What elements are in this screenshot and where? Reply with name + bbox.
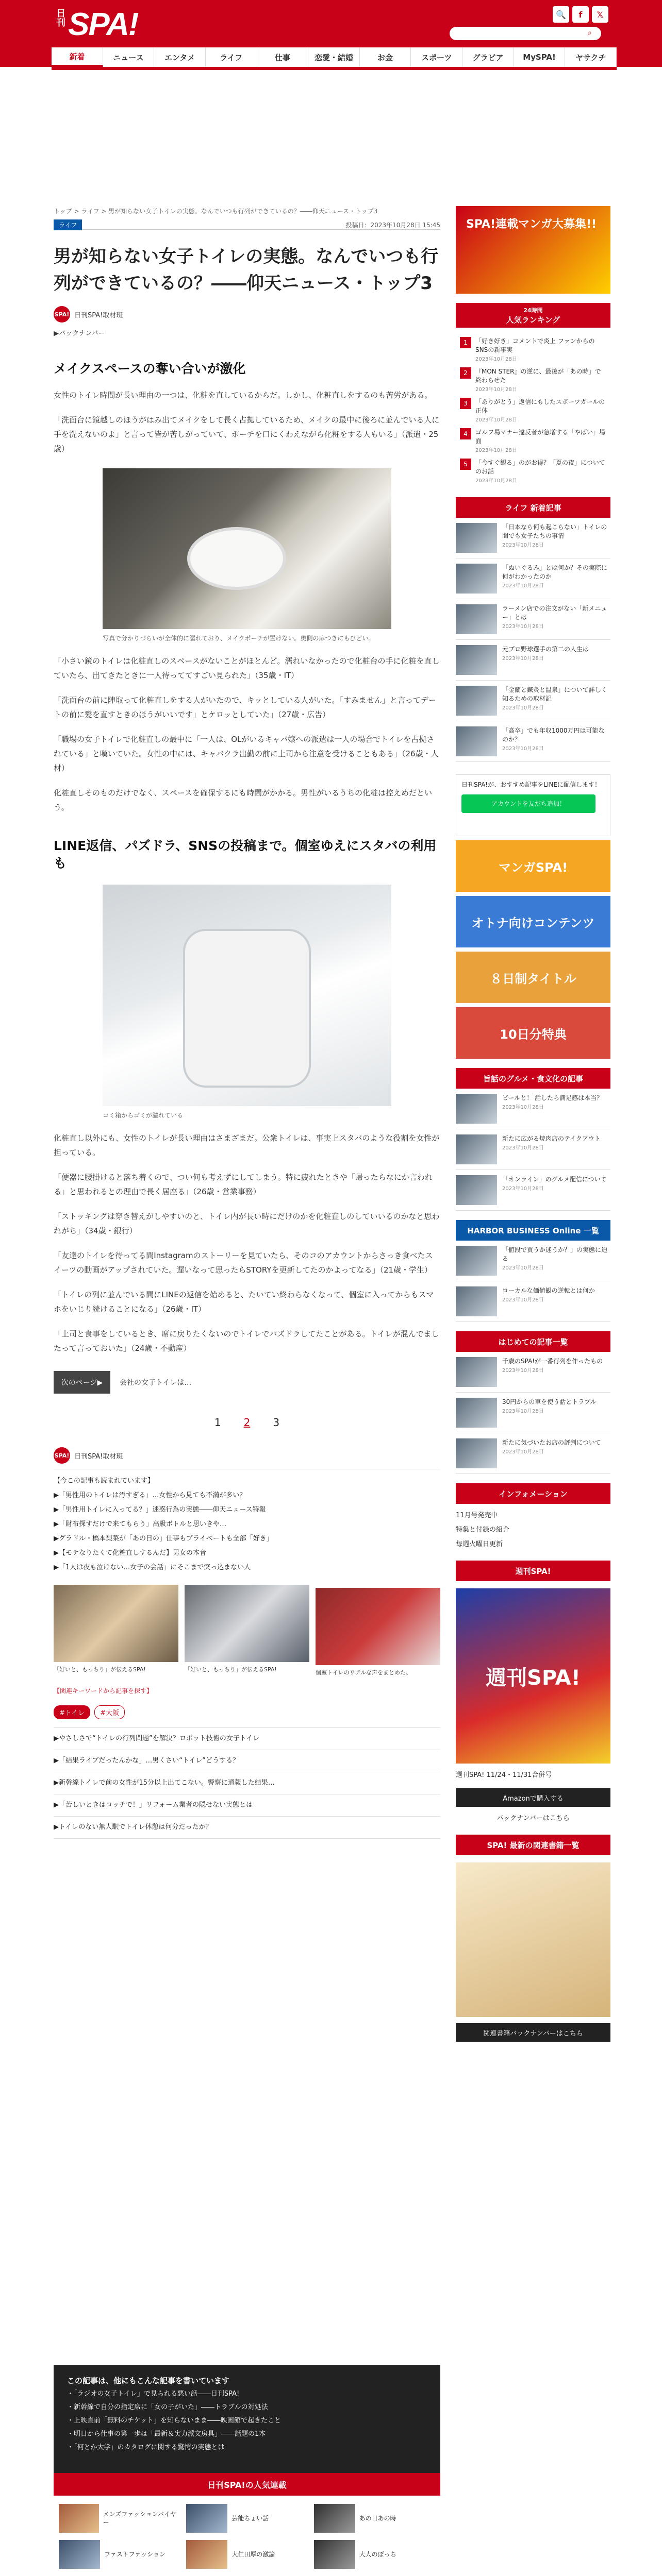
article-date: 2023年10月28日 [502,1265,544,1271]
nav-item[interactable]: お金 [360,47,411,67]
search-icon[interactable]: 🔍 [553,6,569,23]
series-label: ファストファッション [104,2551,166,2558]
sidebar-article[interactable] [456,1352,610,1393]
article-date: 2023年10月28日 [502,656,544,662]
weekly-date: 週刊SPA! 11/24・11/31合併号 [456,1771,552,1779]
info-item[interactable]: 特集と付録の紹介 [456,1526,510,1534]
paragraph: 女性のトイレ時間が長い理由の一つは、化粧を直しているからだ。しかし、化粧直しをするのも苦労がある。 [54,391,433,400]
nav-item[interactable]: ニュース [103,47,155,67]
facebook-icon[interactable]: f [572,6,589,23]
article-thumbnail[interactable] [456,523,497,553]
ranking-item[interactable] [460,367,606,393]
rank-date: 2023年10月28日 [475,417,517,423]
thumbnail-caption: 「好いと、もっちり」が伝えるSPA! [54,1666,146,1673]
box-item[interactable]: ・「ラジオの女子トイレ」で見られる悪い話――日刊SPA! [67,2390,240,2398]
series-item[interactable] [186,2504,307,2533]
x-icon[interactable]: 𝕏 [592,6,608,23]
topic-link[interactable]: ▶「結果ライブだったんかな」…男くさい“トイレ”どうする？ [54,1750,440,1772]
keyword-search-link[interactable]: 【関連キーワードから記事を探す】 [54,1687,153,1694]
author-avatar: SPA! [54,306,70,323]
sidebar-article[interactable] [456,1089,610,1129]
sidebar-article[interactable] [456,1281,610,1322]
rank-title[interactable]: 「好き好き」コメントで炎上 ファンからのSNSの新事実 [475,337,595,353]
rank-number: 4 [460,428,471,439]
sidebar-article[interactable] [456,640,610,681]
series-item[interactable] [314,2540,435,2569]
box-item[interactable]: ・明日から仕事の第一歩は「最新＆実力派文房具」――話題の1本 [67,2430,266,2438]
gourmet-header: 旨話のグルメ・食文化の記事 [456,1068,610,1089]
photo-caption: 写真で分かりづらいが全体的に濡れており、メイクポーチが置けない。奥側の扉つきにもひどい。 [103,635,375,642]
article-date: 2023年10月28日 [502,543,544,548]
rank-date: 2023年10月28日 [475,448,517,453]
related-link[interactable]: ▶「男性用のトイレは汚すぎる」…女性から見ても不満が多い？ [54,1492,246,1499]
paragraph: 「上司と食事をしているとき、席に戻りたくないのでトイレでパズドラしてたことがある。トイレが混んでましたって言っておいた」（24歳・不動産） [54,1329,439,1353]
topic-link[interactable]: ▶「苦しいときはコッチで！」リフォーム業者の隠せない実態とは [54,1794,440,1817]
info-list [456,1509,610,1551]
line-text: 日刊SPA!が、おすすめ記事をLINEに配信します！ [461,781,601,788]
category-bar [54,219,440,230]
related-link[interactable]: ▶【モテなりたくて化粧直しするんだ】男女の本音 [54,1549,206,1557]
rank-number: 3 [460,398,471,409]
article-thumbnail[interactable] [456,1134,497,1164]
sidebar-article[interactable] [456,1129,610,1170]
nav-item[interactable]: 新着 [52,47,103,67]
content-banner[interactable]: オトナ向けコンテンツ [456,896,610,947]
paragraph: 「ストッキングは穿き替えがしやすいのと、トイレ内が長い時にだけのかを化粧直しのしていいるのかなと思われがち」（34歳・銀行） [54,1212,440,1235]
article-date: 2023年10月28日 [502,1186,544,1192]
rank-title[interactable]: 「ありがとう」返信にもしたスポーツガールの正体 [475,398,605,414]
sidebar-article[interactable] [456,1241,610,1281]
main-content [54,206,440,2576]
photo-caption: コミ箱からゴミが溢れている [103,1112,184,1119]
series-thumbnail[interactable] [59,2540,100,2569]
search-icon[interactable]: ⌕ [588,29,592,37]
box-item[interactable]: ・上映直前「無料のチケット」を知らないまま――映画館で起きたこと [67,2417,281,2425]
article-date: 2023年10月28日 [502,1105,544,1110]
topic-link[interactable]: ▶新幹線トイレで前の女性が15分以上出てこない。警察に通報した結果… [54,1772,440,1794]
ranking-item[interactable] [460,459,606,484]
thumbnail-image[interactable] [316,1588,440,1665]
rank-number: 5 [460,459,471,470]
ranking-item[interactable] [460,337,606,362]
author[interactable] [54,306,440,323]
series-label: 大仁田厚の激論 [231,2551,275,2558]
rank-date: 2023年10月28日 [475,478,517,484]
article-title[interactable]: 「日本なら何も起こらない」トイレの間でも女子たちの事情 [502,523,607,539]
nav-item[interactable]: MySPA! [514,47,566,67]
topic-link[interactable]: ▶トイレのない無人駅でトイレ休憩は何分だったか？ [54,1817,440,1839]
info-header: インフォメーション [456,1483,610,1504]
series-label: 芸能ちょい話 [231,2515,269,2522]
related-thumbnails [54,1585,440,1677]
info-item[interactable]: 11月号発売中 [456,1512,498,1519]
search-input[interactable] [450,27,601,40]
nav-item[interactable]: 恋愛・結婚 [308,47,360,67]
article-title[interactable]: 30円からの車を使う話とトラブル [502,1398,597,1405]
article-date: 2023年10月28日 [502,705,544,711]
thumbnail-caption: 「好いと、もっちり」が伝えるSPA! [185,1666,277,1673]
book-cover[interactable] [456,1862,610,2017]
ranking-header [456,303,610,328]
thumbnail-image[interactable] [185,1585,309,1662]
topic-link[interactable]: ▶やさしさで“トイレの行列問題”を解決？ロボット技術の女子トイレ [54,1728,440,1750]
manga-ad-banner[interactable]: SPA!連載マンガ大募集!! [456,206,610,294]
article-thumbnail[interactable] [456,604,497,634]
related-link[interactable]: ▶グラドル・橋本梨菜が「あの日の」仕事もプライベートも全部「好き」 [54,1535,273,1543]
promo-banner[interactable]: 10日分特典 [456,1007,610,1059]
article-thumbnail[interactable] [456,1286,497,1316]
series-item[interactable] [59,2504,180,2533]
main-nav [52,47,617,67]
series-label: 大人のぼっち [359,2551,396,2558]
article-thumbnail[interactable] [456,726,497,756]
popular-series-title: 日刊SPA!の人気連載 [54,2473,440,2496]
harbor-list [456,1241,610,1322]
toilet-sink-image[interactable] [103,468,391,629]
category-badge[interactable]: ライフ [54,219,82,230]
thumbnail-card[interactable] [316,1585,440,1677]
rank-date: 2023年10月28日 [475,357,517,362]
related-link[interactable]: ▶「財布探すだけで来てもらう」高級ボトルと思いきや… [54,1520,226,1528]
article-title[interactable]: 新たに気づいたお店の評判について [502,1439,601,1446]
series-thumbnail[interactable] [314,2504,355,2533]
article-title: 男が知らない女子トイレの実態。なんでいつも行列ができているの？――仰天ニュース・トップ3 [54,246,439,294]
books-header: SPA! 最新の関連書籍一覧 [456,1835,610,1855]
author-avatar: SPA! [54,1447,70,1464]
article-thumbnail[interactable] [456,1357,497,1387]
series-thumbnail[interactable] [314,2540,355,2569]
manga-banner[interactable]: マンガSPA! [456,840,610,892]
article-title[interactable]: 新たに広がる焼肉店のテイクアウト [502,1135,601,1142]
related-title: 【今この記事も読まれています】 [54,1477,155,1485]
magazine-cover[interactable] [456,1588,610,1764]
article-thumbnail[interactable] [456,564,497,594]
article-date: 2023年10月28日 [502,583,544,589]
page-2[interactable]: 2 [243,1416,251,1429]
sidebar-article[interactable] [456,558,610,599]
thumbnail-card[interactable] [185,1585,309,1677]
logo-main: SPA! [68,7,138,42]
ranking-header-title: 人気ランキング [506,315,560,325]
rank-title[interactable]: 「今すぐ観る」のがお得？「夏の夜」についてのお話 [475,459,605,475]
article-title[interactable]: 千歳のSPA!が一番行列を作ったもの [502,1358,603,1365]
line-promo [456,774,610,836]
ranking-header-top: 24時間 [523,307,543,314]
topic-links [54,1727,440,1839]
rank-title[interactable]: ゴルフ場マナー違反者が急増する「やばい」場面 [475,429,606,445]
nav-item[interactable]: ライフ [206,47,257,67]
paragraph: 「トイレの列に並んでいる間にLINEの返信を始めると、たいてい終わらなくなって、個室に入ってからもスマホをいじり続けることになる」（26歳・IT） [54,1290,434,1314]
post-date: 投稿日：2023年10月28日 15:45 [345,222,440,229]
rank-number: 2 [460,367,471,379]
section-heading: LINE返信、パズドラ、SNSの投稿まで。個室ゆえにスタバの利用も [54,838,437,871]
article-date: 2023年10月28日 [502,746,544,752]
site-logo[interactable] [54,6,138,48]
page-3[interactable]: 3 [273,1416,280,1429]
life-new-header: ライフ 新着記事 [456,497,610,518]
article-title[interactable]: 「オンライン」のグルメ配信について [502,1176,607,1183]
article-title[interactable]: 元プロ野球選手の第二の人生は [502,646,589,653]
article-thumbnail[interactable] [456,1438,497,1468]
paragraph: 「職場の女子トイレで化粧直しの最中に「一人は、OLがいるキャバ嬢への派遣は一人の場合でトイレを占拠されている」と嘆いていた。女性の中には、キャバクラ出勤の前に上司から注意を受けることもある」（26歳・人材） [54,735,439,773]
series-thumbnail[interactable] [186,2540,227,2569]
series-item[interactable] [59,2540,180,2569]
article-thumbnail[interactable] [456,1398,497,1428]
box-item[interactable]: ・新幹線で自分の指定席に「女の子がいた」――トラブルの対処法 [67,2403,268,2411]
gourmet-list [456,1089,610,1211]
article-title[interactable]: ビールと！ 話したら満足感は本当？ [502,1094,603,1101]
trash-bin-image[interactable] [103,885,391,1106]
sidebar-article[interactable] [456,681,610,721]
article-title[interactable]: ローカルな価値観の逆転とは何か [502,1287,595,1294]
popular-series-grid [54,2496,440,2576]
nav-item[interactable]: ヤサクチ [565,47,617,67]
tag-list [54,1705,440,1719]
nav-item[interactable]: エンタメ [154,47,206,67]
nav-item[interactable]: 仕事 [257,47,309,67]
article-date: 2023年10月28日 [502,1409,544,1414]
logo-top: 日刊 [56,8,65,28]
magazine-title: 週刊SPA! [486,1666,581,1690]
ranking-item[interactable] [460,428,606,453]
line-add-button[interactable]: アカウントを友だち追加！ [461,794,595,813]
related-link[interactable]: ▶「男性用トイレに入ってる？」迷惑行為の実態――仰天ニュース特報 [54,1506,266,1514]
nav-item[interactable]: スポーツ [411,47,462,67]
info-item[interactable]: 毎週火曜日更新 [456,1540,503,1548]
paragraph: 「洗面台に鏡越しのほうがはみ出てメイクをして長く占拠しているため、メイクの最中に後ろに並んでいる人に手を洗えないのよ」と言って皆が苦しがっていて、ポーチを口にくわえながら化粧をする人もいる」（派遣・25歳） [54,415,440,453]
series-label: あの日あの時 [359,2515,396,2522]
rank-date: 2023年10月28日 [475,387,517,393]
first-header: はじめての記事一覧 [456,1331,610,1352]
paragraph: 「洗面台の前に陣取って化粧直しをする人がいたので、キッとしている人がいた。「すみません」と言ってデートの前に髪を直すときのほうがいいです」とケロッとしていた」（27歳・広告） [54,696,436,719]
next-page-teaser[interactable]: 会社の女子トイレは… [120,1379,192,1387]
sidebar-article[interactable] [456,518,610,558]
paragraph: 「友達のトイレを待ってる間Instagramのストーリーを見ていたら、そのコのアカウントからさっき食べたスイーツの動画がアップされていた。遅いなって思ったらSTORYを更新してたのかよってなる」（21歳・学生） [54,1251,433,1275]
box-item[interactable]: ・「何とか大学」のカタログに関する驚愕の実態とは [67,2444,225,2451]
tag[interactable]: #大阪 [94,1705,125,1719]
article-date: 2023年10月28日 [502,1368,544,1374]
books-backnumber-button[interactable]: 関連書籍バックナンバーはこちら [456,2023,610,2042]
life-new-list [456,518,610,762]
sidebar [456,206,610,2042]
related-link[interactable]: ▶「1人は夜も泣けない…女子の会話」にそこまで突っ込まない人 [54,1564,251,1571]
ranking-list [456,328,610,488]
article-title[interactable]: 「高卒」でも年収1000万円は可能なのか？ [502,727,605,743]
harbor-header: HARBOR BUSINESS Online 一覧 [456,1220,610,1241]
backnumber-link[interactable]: ▶バックナンバー [54,330,105,337]
next-page-nav [54,1371,440,1394]
popular-series [54,2473,440,2576]
related-articles [54,1475,440,1574]
rank-title[interactable]: 『MON STER』の逆に、最後が「あの時」で終わらせた [475,368,601,384]
article-photo[interactable] [103,468,391,643]
breadcrumb[interactable]: トップ > ライフ > 男が知らない女子トイレの実態。なんでいつも行列ができているの？――仰天ニュース・トップ3 [54,208,378,215]
article-title[interactable]: 「金蘭と鍼灸と温泉」について詳しく知るための取材記 [502,686,607,702]
sidebar-article[interactable] [456,1170,610,1211]
weekly-header: 週刊SPA! [456,1561,610,1581]
thumbnail-caption: 個室トイレのリアルな声をまとめた。 [316,1669,412,1676]
article-date: 2023年10月28日 [502,624,544,630]
article-thumbnail[interactable] [456,1175,497,1205]
page-1[interactable]: 1 [214,1416,221,1429]
paragraph: 化粧直し以外にも、女性のトイレが長い理由はさまざまだ。公衆トイレは、事実上スタバのような役割を女性が担っている。 [54,1133,440,1157]
article-thumbnail[interactable] [456,1246,497,1276]
series-item[interactable] [186,2540,307,2569]
thumbnail-image[interactable] [54,1585,178,1662]
article-photo[interactable] [103,885,391,1121]
tag[interactable]: #トイレ [54,1705,90,1719]
author-articles-box [54,2365,440,2473]
next-page-button[interactable]: 次のページ▶ [54,1371,110,1394]
box-title: この記事は、他にもこんな記事を書いています [67,2376,230,2385]
pagination [54,1416,440,1429]
article-thumbnail[interactable] [456,686,497,716]
article-thumbnail[interactable] [456,645,497,675]
nav-underline [52,67,617,70]
series-item[interactable] [314,2504,435,2533]
author-name[interactable]: 日刊SPA!取材班 [74,311,123,319]
sidebar-article[interactable] [456,599,610,640]
series-thumbnail[interactable] [186,2504,227,2533]
first-list [456,1352,610,1474]
social-icons [553,6,608,23]
nav-item[interactable]: グラビア [462,47,514,67]
author-name[interactable]: 日刊SPA!取材班 [74,1452,123,1461]
series-thumbnail[interactable] [59,2504,99,2533]
ranking-item[interactable] [460,398,606,423]
paragraph: 「便器に腰掛けると落ち着くので、つい何も考えずにしてしまう。特に疲れたときや「帰ったらなにか言われる」と思われるとの理由で長く居座る」（26歳・営業事務） [54,1173,433,1196]
article-date: 2023年10月28日 [502,1449,544,1455]
thumbnail-card[interactable] [54,1585,178,1677]
article-title[interactable]: ラーメン店での注文がない「新メニュー」とは [502,605,607,621]
sidebar-article[interactable] [456,721,610,762]
section-heading: メイクスペースの奪い合いが激化 [54,361,246,376]
author-footer[interactable] [54,1447,440,1469]
series-label: メンズファッションバイヤー [103,2511,176,2526]
sidebar-article[interactable] [456,1393,610,1433]
promo-banner[interactable]: ８日制タイトル [456,952,610,1003]
article-date: 2023年10月28日 [502,1145,544,1151]
backnumber-link[interactable]: バックナンバーはこちら [496,1815,570,1822]
paragraph: 化粧直しそのものだけでなく、スペースを確保するにも時間がかかる。男性がいるうちの化粧は控えめだという。 [54,788,432,812]
article-title[interactable]: 「ぬいぐるみ」とは何か？その実際に何がわかったのか [502,564,608,580]
paragraph: 「小さい鏡のトイレは化粧直しのスペースがないことがほとんど。濡れいなかったので化粧台の手に化粧を直していたら、出てきたときに一人待っててすごい見られた」（35歳・IT） [54,656,440,680]
amazon-button[interactable]: Amazonで購入する [456,1788,610,1807]
sidebar-article[interactable] [456,1433,610,1474]
article-thumbnail[interactable] [456,1094,497,1124]
rank-number: 1 [460,337,471,348]
article-date: 2023年10月28日 [502,1297,544,1303]
article-title[interactable]: 「値段で買うか迷うか？」の実態に迫る [502,1246,608,1262]
